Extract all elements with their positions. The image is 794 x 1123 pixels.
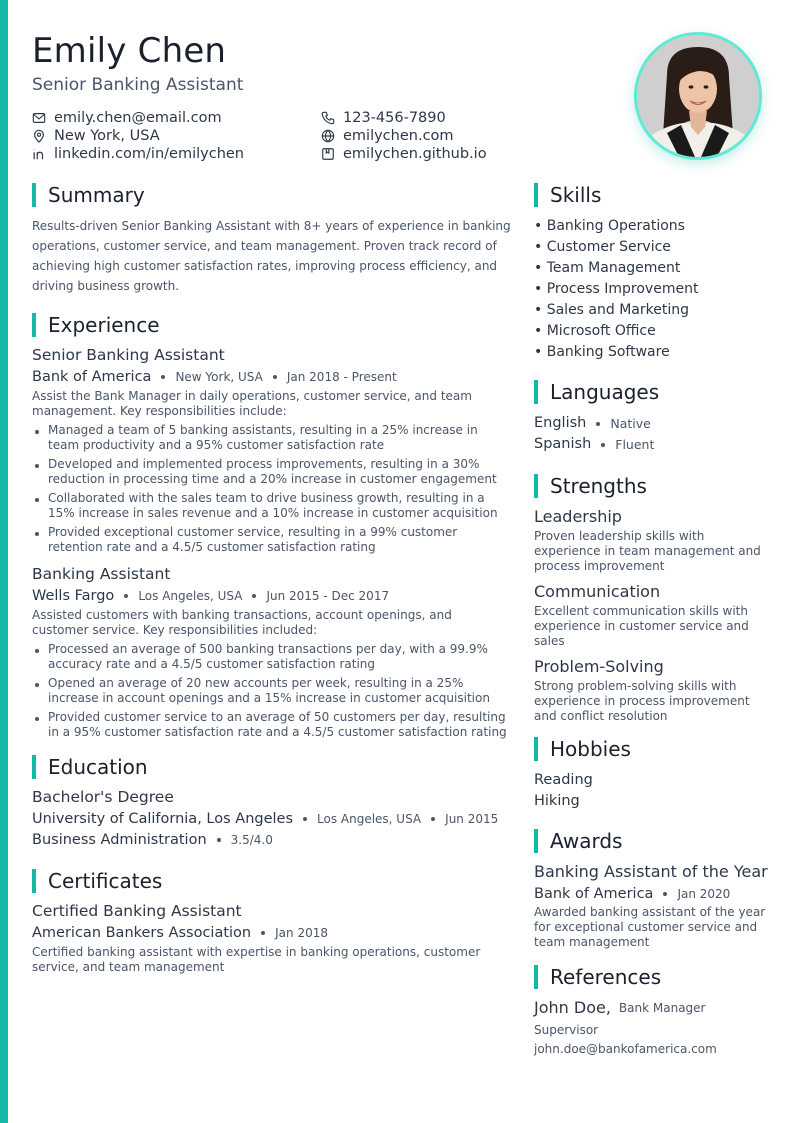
- job-title: Senior Banking Assistant: [32, 346, 225, 364]
- job-bullets: [32, 642, 512, 740]
- separator-dot: [596, 422, 600, 426]
- summary-text: Results-driven Senior Banking Assistant with 8+ years of experience in banking operations, customer service, and team management. Proven track record of achieving high customer satisfaction rates, improving process efficiency, and driving business growth.: [32, 219, 511, 293]
- bullet-item: Developed and implemented process improvements, resulting in a 30% reduction in processing time and a 20% increase in customer engagement: [32, 457, 512, 487]
- skill-item: • Banking Operations: [534, 218, 685, 234]
- contact-location: [32, 127, 321, 144]
- job-location: New York, USA: [175, 370, 263, 384]
- github-text: emilychen.github.io: [343, 145, 487, 162]
- job-entry: [32, 565, 512, 740]
- linkedin-icon: [32, 147, 46, 161]
- strength-title: Communication: [534, 582, 661, 601]
- linkedin-text: linkedin.com/in/emilychen: [54, 145, 244, 162]
- strengths-heading: Strengths: [550, 474, 647, 498]
- separator-dot: [601, 443, 605, 447]
- strength-title: Problem-Solving: [534, 657, 664, 676]
- accent-bar: [0, 0, 8, 1123]
- phone-text: 123-456-7890: [343, 109, 446, 126]
- separator-dot: [663, 892, 667, 896]
- main-column: [32, 182, 512, 975]
- separator-dot: [161, 375, 165, 379]
- hobbies-heading: Hobbies: [550, 737, 631, 761]
- language-name: English: [534, 415, 587, 431]
- section-accent: [534, 183, 538, 207]
- separator-dot: [217, 838, 221, 842]
- certificate-meta: [32, 925, 512, 941]
- profile-photo: [634, 32, 762, 160]
- degree-name: Bachelor's Degree: [32, 788, 174, 806]
- globe-icon: [321, 129, 335, 143]
- references-heading: References: [550, 965, 662, 989]
- contact-linkedin[interactable]: [32, 145, 321, 162]
- award-org: Bank of America: [534, 886, 654, 902]
- reference-name-row: [534, 998, 774, 1017]
- job-bullets: [32, 423, 512, 555]
- summary-heading: Summary: [48, 183, 145, 207]
- certificates-heading: Certificates: [48, 869, 163, 893]
- job-location: Los Angeles, USA: [138, 589, 243, 603]
- company-name: Bank of America: [32, 369, 152, 385]
- contact-website[interactable]: [321, 127, 591, 144]
- language-level: Native: [610, 416, 651, 431]
- resume-header: [32, 30, 612, 162]
- strength-item: [534, 582, 774, 649]
- awards-section-header: [534, 828, 774, 854]
- award-title: Banking Assistant of the Year: [534, 862, 768, 881]
- job-meta: [32, 369, 512, 385]
- bookmark-icon: [321, 147, 335, 161]
- strength-description: Proven leadership skills with experience in team management and process improvement: [534, 529, 761, 573]
- language-item: [534, 413, 774, 434]
- education-field-meta: [32, 832, 512, 848]
- section-accent: [32, 869, 36, 893]
- location-pin-icon: [32, 129, 46, 143]
- school-location: Los Angeles, USA: [317, 812, 422, 826]
- contact-email[interactable]: [32, 109, 321, 126]
- portrait-image: [637, 35, 759, 157]
- bullet-item: Opened an average of 20 new accounts per week, resulting in a 25% increase in account openings and a 15% increase in customer acquisition: [32, 676, 512, 706]
- reference-relation: Supervisor: [534, 1023, 599, 1037]
- experience-section-header: [32, 312, 512, 338]
- company-name: Wells Fargo: [32, 588, 115, 604]
- website-text: emilychen.com: [343, 127, 454, 144]
- education-section-header: [32, 754, 512, 780]
- skills-section-header: [534, 182, 774, 208]
- strengths-section-header: [534, 473, 774, 499]
- gpa: 3.5/4.0: [230, 833, 273, 847]
- contact-github[interactable]: [321, 145, 591, 162]
- location-text: New York, USA: [54, 127, 160, 144]
- job-title: Banking Assistant: [32, 565, 171, 583]
- job-description: Assisted customers with banking transactions, account openings, and customer service. Key responsibilities included:: [32, 608, 452, 637]
- sidebar-column: [534, 182, 774, 1057]
- experience-heading: Experience: [48, 313, 160, 337]
- bullet-item: Collaborated with the sales team to drive business growth, resulting in a 15% increase in sales revenue and a 10% increase in customer acquisition: [32, 491, 512, 521]
- candidate-name: Emily Chen: [32, 31, 227, 71]
- award-meta: [534, 886, 774, 902]
- certificate-name: Certified Banking Assistant: [32, 902, 242, 920]
- hobby-item: Hiking: [534, 793, 580, 809]
- phone-icon: [321, 111, 335, 125]
- skill-item: • Sales and Marketing: [534, 302, 689, 318]
- job-meta: [32, 588, 512, 604]
- reference-role: Bank Manager: [618, 1000, 706, 1015]
- field-of-study: Business Administration: [32, 832, 207, 848]
- separator-dot: [261, 931, 265, 935]
- bullet-item: Managed a team of 5 banking assistants, resulting in a 25% increase in team productivity and a 95% customer satisfaction rate: [32, 423, 512, 453]
- skill-item: • Customer Service: [534, 239, 671, 255]
- separator-dot: [273, 375, 277, 379]
- languages-section-header: [534, 379, 774, 405]
- references-section-header: [534, 964, 774, 990]
- mail-icon: [32, 111, 46, 125]
- contact-list: [32, 109, 612, 162]
- separator-dot: [252, 594, 256, 598]
- bullet-item: Processed an average of 500 banking transactions per day, with a 99.9% accuracy rate and a 4.5/5 customer satisfaction rating: [32, 642, 512, 672]
- job-dates: Jan 2018 - Present: [286, 370, 397, 384]
- separator-dot: [431, 817, 435, 821]
- strength-description: Strong problem-solving skills with experience in process improvement and conflict resolution: [534, 679, 750, 723]
- strength-title: Leadership: [534, 507, 622, 526]
- certificate-date: Jan 2018: [275, 926, 328, 940]
- job-entry: [32, 346, 512, 555]
- section-accent: [534, 380, 538, 404]
- reference-email[interactable]: john.doe@bankofamerica.com: [534, 1042, 717, 1056]
- graduation-date: Jun 2015: [445, 812, 499, 826]
- certificates-section-header: [32, 868, 512, 894]
- language-level: Fluent: [615, 437, 655, 452]
- section-accent: [32, 313, 36, 337]
- separator-dot: [303, 817, 307, 821]
- reference-name: John Doe,: [534, 998, 611, 1017]
- bullet-item: Provided exceptional customer service, resulting in a 99% customer retention rate and a 4.5/5 customer satisfaction rating: [32, 525, 512, 555]
- section-accent: [534, 737, 538, 761]
- section-accent: [32, 183, 36, 207]
- education-heading: Education: [48, 755, 148, 779]
- languages-heading: Languages: [550, 380, 660, 404]
- section-accent: [32, 755, 36, 779]
- hobby-item: Reading: [534, 772, 593, 788]
- separator-dot: [124, 594, 128, 598]
- contact-phone[interactable]: [321, 109, 591, 126]
- award-description: Awarded banking assistant of the year for exceptional customer service and team management: [534, 905, 766, 949]
- awards-heading: Awards: [550, 829, 623, 853]
- skill-item: • Banking Software: [534, 344, 670, 360]
- strength-item: [534, 507, 774, 574]
- skills-heading: Skills: [550, 183, 602, 207]
- bullet-item: Provided customer service to an average of 50 customers per day, resulting in a 95% customer satisfaction rate and a 4.5/5 customer satisfaction rating: [32, 710, 512, 740]
- school-name: University of California, Los Angeles: [32, 811, 294, 827]
- certificate-issuer: American Bankers Association: [32, 925, 252, 941]
- section-accent: [534, 965, 538, 989]
- skill-item: • Process Improvement: [534, 281, 699, 297]
- email-text: emily.chen@email.com: [54, 109, 222, 126]
- section-accent: [534, 829, 538, 853]
- education-meta: [32, 811, 512, 827]
- skills-list: [534, 216, 774, 363]
- section-accent: [534, 474, 538, 498]
- job-description: Assist the Bank Manager in daily operations, customer service, and team management. Key responsibilities include:: [32, 389, 472, 418]
- skill-item: • Microsoft Office: [534, 323, 656, 339]
- language-name: Spanish: [534, 436, 592, 452]
- strength-description: Excellent communication skills with experience in customer service and sales: [534, 604, 749, 648]
- certificate-description: Certified banking assistant with expertise in banking operations, customer service, and team management: [32, 945, 481, 974]
- strength-item: [534, 657, 774, 724]
- candidate-title: Senior Banking Assistant: [32, 75, 244, 95]
- skill-item: • Team Management: [534, 260, 681, 276]
- language-item: [534, 434, 774, 455]
- summary-section-header: [32, 182, 512, 208]
- hobbies-section-header: [534, 736, 774, 762]
- job-dates: Jun 2015 - Dec 2017: [266, 589, 390, 603]
- award-date: Jan 2020: [677, 887, 731, 901]
